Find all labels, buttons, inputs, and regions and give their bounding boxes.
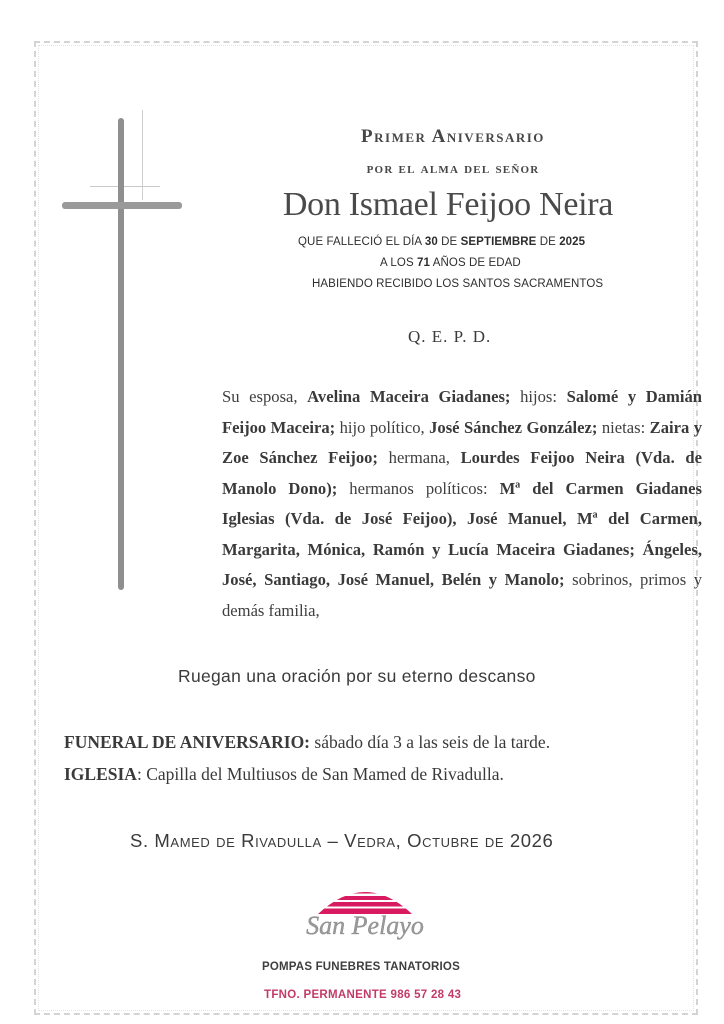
family-name-run: Avelina Maceira Giadanes; <box>307 387 511 406</box>
deceased-name: Don Ismael Feijoo Neira <box>282 186 614 223</box>
church-line <box>64 764 504 785</box>
family-name-run: Lourdes Feijoo Neira (Vda. de Manolo Dono); <box>222 448 702 498</box>
place-date: S. Mamed de Rivadulla – Vedra, Octubre de 2026 <box>130 830 554 851</box>
family-name-run: Mª del Carmen Giadanes Iglesias (Vda. de José Feijoo), José Manuel, Mª del Carmen, Margarita, Mónica, Ramón y Lucía Maceira Giadanes; Ángeles, José, Santiago, José Manuel, Belén y Manolo; <box>222 478 702 589</box>
family-name-run: José Sánchez González; <box>429 417 598 437</box>
san-pelayo-logo <box>290 876 440 946</box>
company-services: POMPAS FUNEBRES TANATORIOS <box>262 961 460 973</box>
family-text-run: sobrinos, primos y demás familia, <box>222 570 702 620</box>
funeral-line <box>64 732 550 753</box>
family-name-run: Salomé y Damián Feijoo Maceira; <box>222 387 703 437</box>
family-text-run: hermana, <box>377 448 461 467</box>
anniversary-title: Primer Aniversario <box>361 126 545 147</box>
anniversary-subtitle: por el alma del señor <box>366 160 540 177</box>
family-text-run: hijo político, <box>335 417 430 437</box>
church-label: IGLESIA <box>64 764 137 784</box>
family-text-run: hijos: <box>510 387 567 406</box>
sacraments-line: HABIENDO RECIBIDO LOS SANTOS SACRAMENTOS <box>312 278 604 290</box>
family-text-run: Su esposa, <box>222 387 308 406</box>
qepd: Q. E. P. D. <box>408 327 492 346</box>
svg-text:San Pelayo: San Pelayo <box>306 911 424 940</box>
death-date-line: QUE FALLECIÓ EL DÍA 30 DE SEPTIEMBRE DE 2025 <box>298 236 586 248</box>
age-line: A LOS 71 AÑOS DE EDAD <box>380 257 521 269</box>
family-text-run: nietas: <box>597 417 650 437</box>
church-text: : Capilla del Multiusos de San Mamed de Rivadulla. <box>136 764 504 784</box>
family-name-run: Zaira y Zoe Sánchez Feijoo; <box>222 417 702 467</box>
funeral-label: FUNERAL DE ANIVERSARIO: <box>64 732 311 752</box>
prayer-request: Ruegan una oración por su eterno descanso <box>178 666 536 686</box>
family-paragraph <box>222 382 702 626</box>
family-text-run: hermanos políticos: <box>337 478 500 498</box>
funeral-text: sábado día 3 a las seis de la tarde. <box>310 732 551 752</box>
company-phone: TFNO. PERMANENTE 986 57 28 43 <box>264 989 462 1001</box>
